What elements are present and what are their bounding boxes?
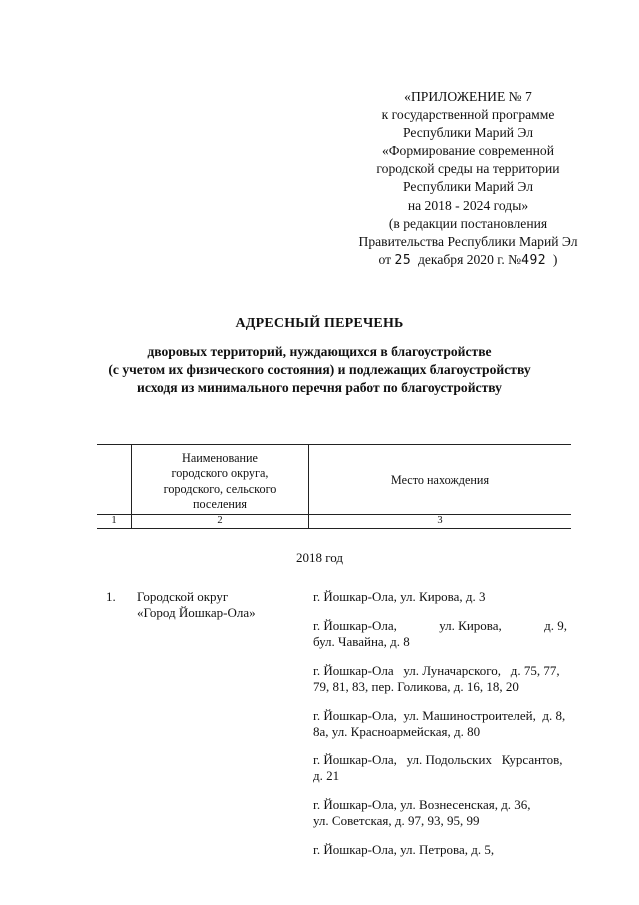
year-heading: 2018 год — [296, 550, 343, 565]
column-number: 2 — [217, 515, 223, 526]
address-entry — [313, 618, 567, 651]
resolution-month-year: декабря 2020 г. — [417, 251, 505, 267]
header-line: городского, сельского — [163, 481, 277, 496]
address-entry — [313, 589, 567, 605]
closing-paren: ) — [552, 251, 558, 267]
appendix-header — [318, 88, 618, 270]
appendix-line: (в редакции постановления — [388, 215, 548, 231]
row-number: 1. — [106, 589, 116, 604]
document-subtitle — [0, 343, 639, 397]
header-line: поселения — [192, 497, 248, 512]
header-line: городского округа, — [171, 466, 269, 481]
address-part: д. 9, — [544, 618, 567, 633]
appendix-line: Республики Марий Эл — [402, 125, 534, 141]
address-line: ул. Советская, д. 97, 93, 95, 99 — [313, 813, 480, 829]
appendix-line: к государственной программе — [381, 107, 555, 123]
appendix-line: Правительства Республики Марий Эл — [358, 233, 578, 249]
subtitle-line: (с учетом их физического состояния) и подлежащих благоустройству — [108, 362, 531, 377]
document-title: АДРЕСНЫЙ ПЕРЕЧЕНЬ — [235, 316, 404, 331]
header-line: Наименование — [182, 451, 258, 465]
address-entry — [313, 842, 567, 858]
address-line: г. Йошкар-Ола ул. Луначарского, д. 75, 77, — [313, 663, 560, 678]
address-line: г. Йошкар-Ола, ул. Кирова, д. 3 — [313, 589, 486, 604]
appendix-line: городской среды на территории — [376, 161, 560, 177]
appendix-line: Республики Марий Эл — [402, 179, 534, 195]
table-top-rule — [97, 444, 571, 445]
number-prefix: № — [508, 251, 522, 267]
address-line: бул. Чавайна, д. 8 — [313, 634, 410, 650]
appendix-line: на 2018 - 2024 годы» — [407, 197, 529, 213]
district-name — [137, 589, 256, 620]
resolution-date-line — [318, 251, 618, 270]
address-part: ул. Кирова, — [439, 618, 502, 633]
appendix-line: «ПРИЛОЖЕНИЕ № 7 — [404, 89, 532, 104]
subtitle-line: исходя из минимального перечня работ по благоустройству — [137, 380, 502, 395]
address-line — [313, 618, 567, 634]
address-line: г. Йошкар-Ола, ул. Машиностроителей, д. 8, — [313, 708, 566, 723]
address-entry — [313, 797, 567, 830]
resolution-day: 25 — [394, 252, 412, 268]
address-entry — [313, 663, 567, 696]
column-number: 1 — [111, 515, 117, 526]
subtitle-line: дворовых территорий, нуждающихся в благоустройстве — [147, 344, 492, 359]
address-line: г. Йошкар-Ола, ул. Петрова, д. 5, — [313, 842, 495, 857]
address-line: г. Йошкар-Ола, ул. Подольских Курсантов, — [313, 752, 563, 767]
column-header-municipality — [132, 451, 308, 513]
address-entry — [313, 708, 567, 741]
district-line: Городской округ — [137, 589, 229, 604]
resolution-number: 492 — [521, 252, 547, 268]
address-part: г. Йошкар-Ола, — [313, 618, 397, 633]
address-line: г. Йошкар-Ола, ул. Вознесенская, д. 36, — [313, 797, 531, 812]
appendix-line: «Формирование современной — [382, 143, 554, 159]
date-prefix: от — [378, 251, 392, 267]
table-bottom-rule — [97, 528, 571, 529]
address-line: д. 21 — [313, 768, 340, 784]
column-number: 3 — [437, 515, 443, 526]
column-header-location: Место нахождения — [390, 473, 490, 487]
address-line: 8а, ул. Красноармейская, д. 80 — [313, 724, 481, 740]
address-entry — [313, 752, 567, 785]
address-line: 79, 81, 83, пер. Голикова, д. 16, 18, 20 — [313, 679, 519, 695]
district-line: «Город Йошкар-Ола» — [137, 604, 256, 620]
